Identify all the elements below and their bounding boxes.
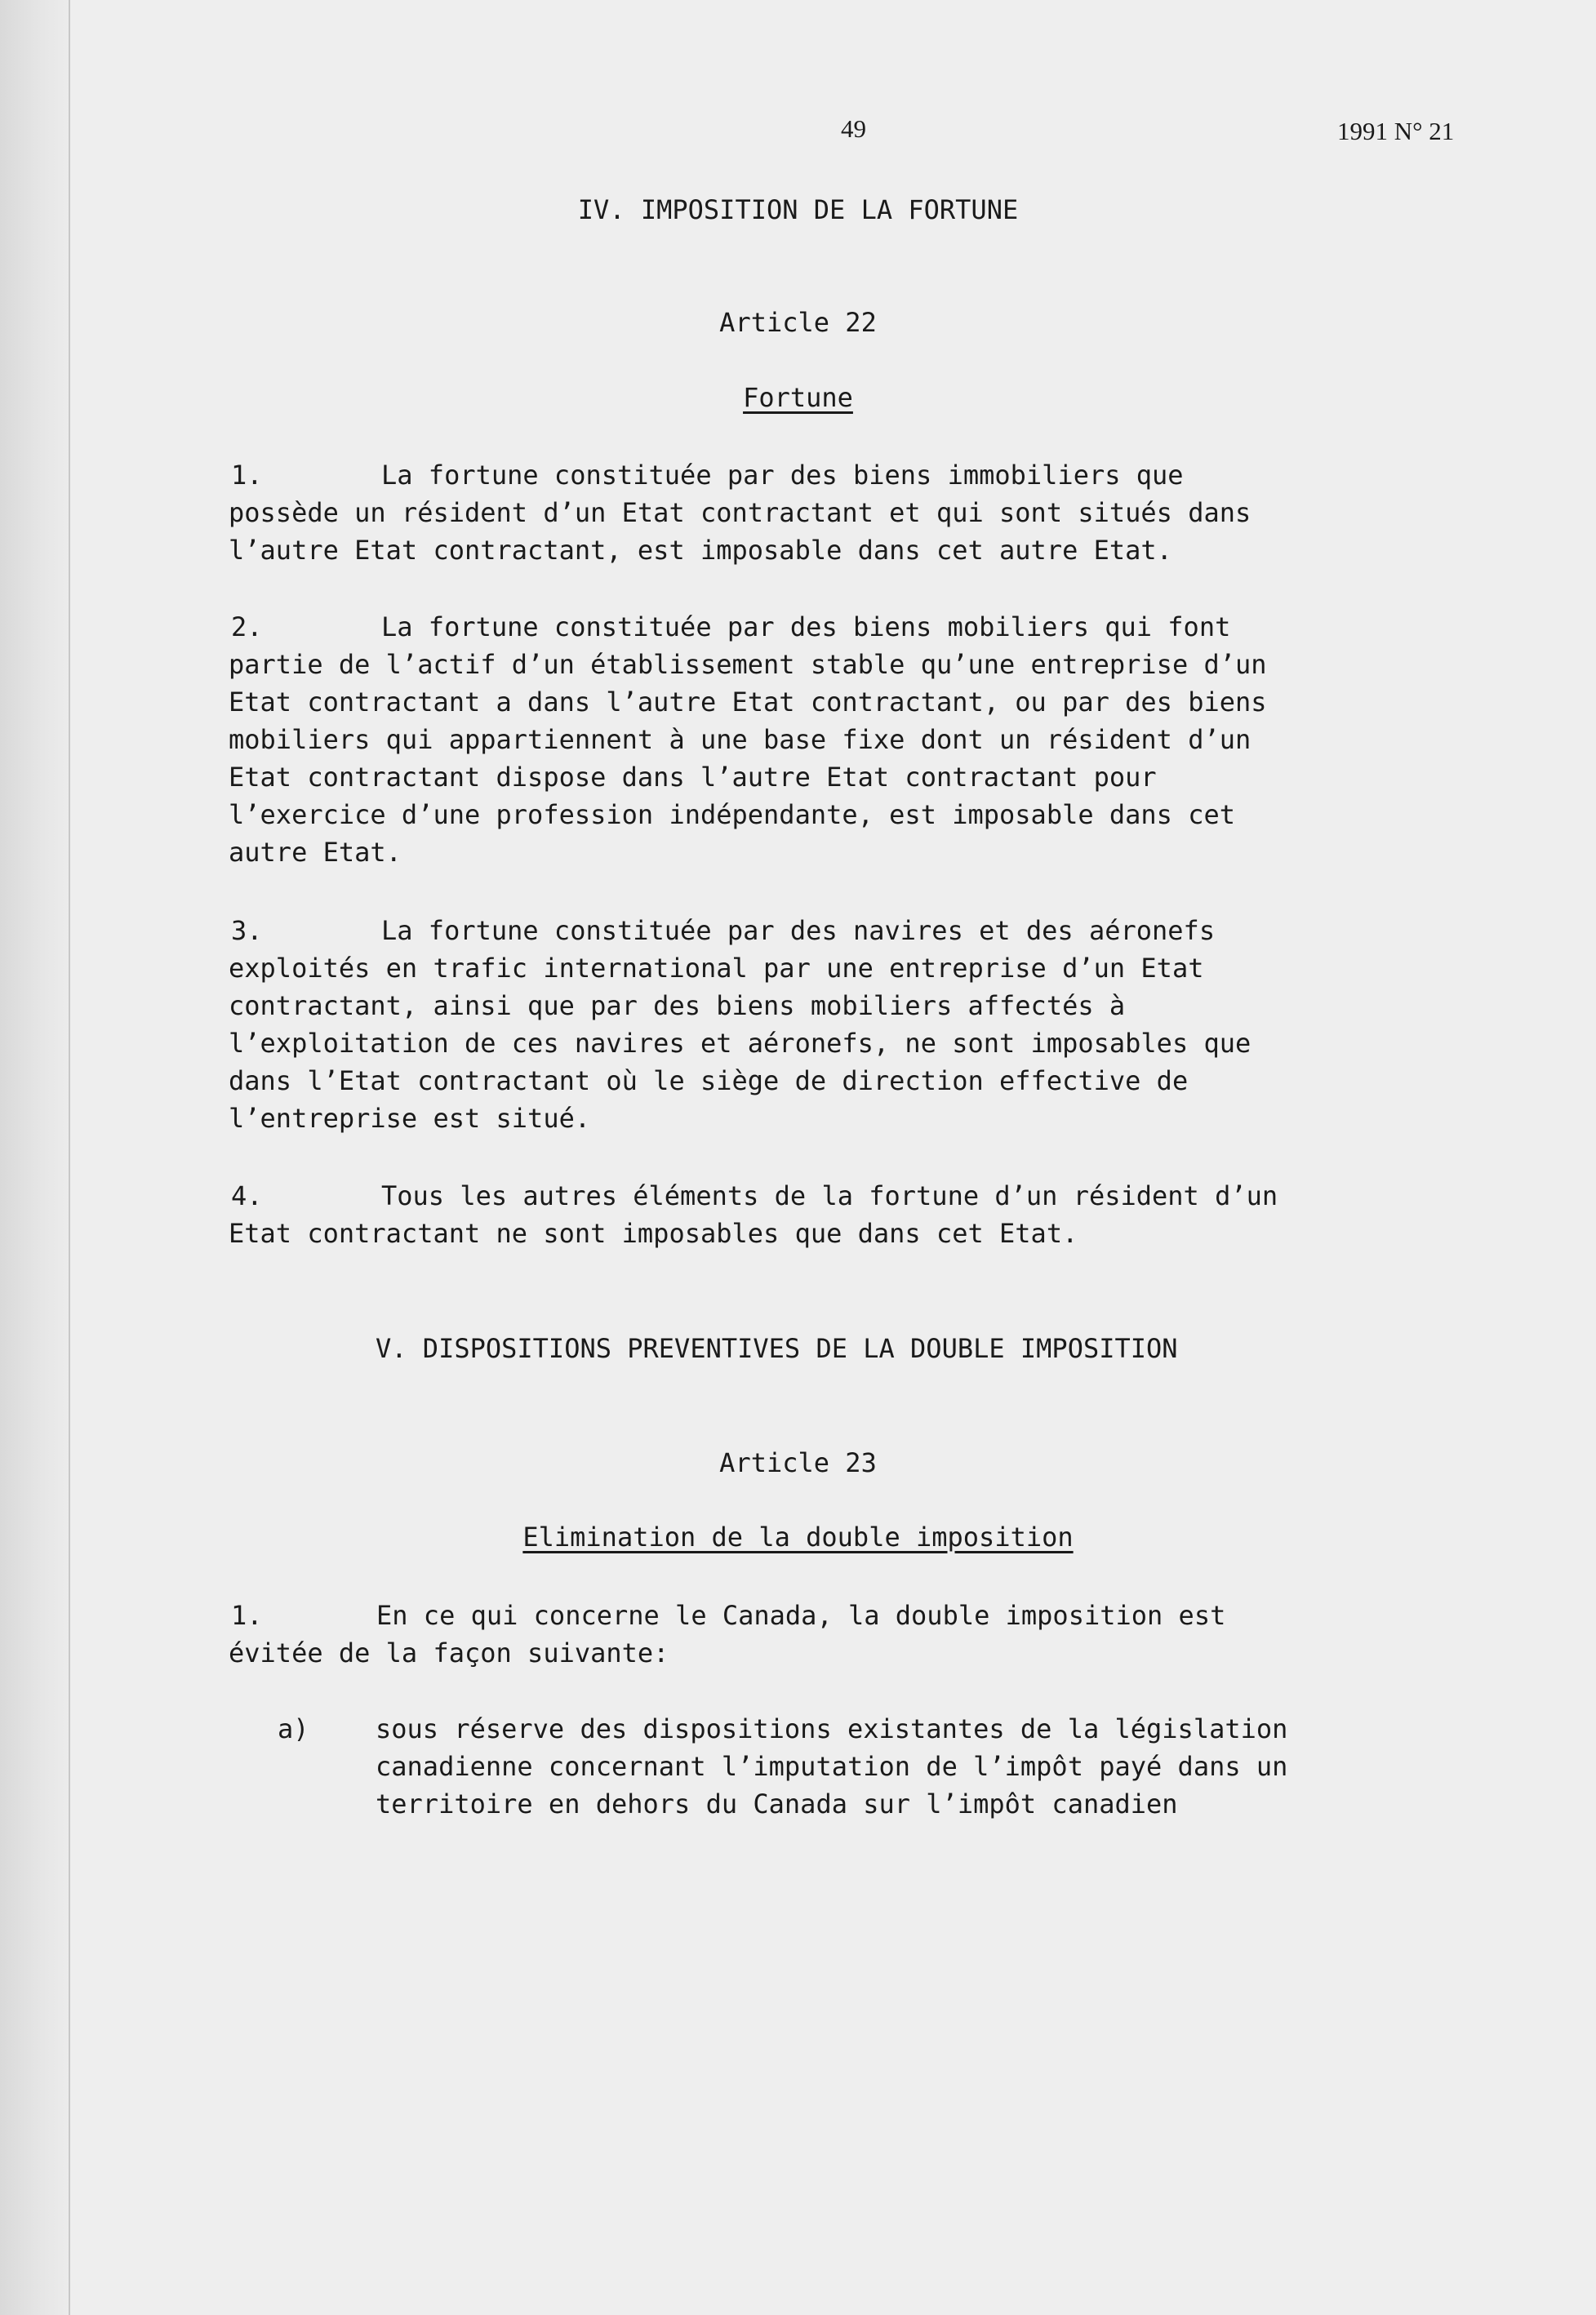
paragraph-2-line: autre Etat.: [229, 837, 402, 868]
item-a-line: sous réserve des dispositions existantes de la législation: [376, 1713, 1288, 1744]
page-binding-edge: [0, 0, 70, 2315]
section-iv-title: IV. IMPOSITION DE LA FORTUNE: [577, 194, 1019, 225]
article-23-paragraph-1-number: 1.: [231, 1600, 263, 1631]
paragraph-2-line: l’exercice d’une profession indépendante, est imposable dans cet: [229, 799, 1235, 830]
paragraph-1-number: 1.: [231, 460, 263, 491]
section-v-title: V. DISPOSITIONS PREVENTIVES DE LA DOUBLE IMPOSITION: [376, 1333, 1178, 1364]
paragraph-3-line: l’entreprise est situé.: [229, 1103, 591, 1134]
item-a-line: territoire en dehors du Canada sur l’impôt canadien: [376, 1788, 1178, 1820]
article-22-subtitle-wrap: [0, 382, 1596, 413]
article-23-paragraph-1-first-line: En ce qui concerne le Canada, la double imposition est: [376, 1600, 1226, 1631]
article-22-heading: Article 22: [719, 307, 877, 338]
paragraph-3-first-line: La fortune constituée par des navires et des aéronefs: [381, 915, 1216, 946]
paragraph-2-line: mobiliers qui appartiennent à une base fixe dont un résident d’un: [229, 724, 1251, 755]
article-23-subtitle-wrap: [0, 1522, 1596, 1553]
page-number: 49: [841, 114, 866, 143]
item-a-line: canadienne concernant l’imputation de l’impôt payé dans un: [376, 1751, 1288, 1782]
paragraph-3-number: 3.: [231, 915, 263, 946]
paragraph-3-line: dans l’Etat contractant où le siège de direction effective de: [229, 1065, 1189, 1096]
item-a-label: a): [278, 1713, 309, 1744]
article-23-subtitle: Elimination de la double imposition: [522, 1522, 1074, 1553]
article-23-heading: Article 23: [719, 1447, 877, 1478]
paragraph-2-line: partie de l’actif d’un établissement stable qu’une entreprise d’un: [229, 649, 1267, 680]
paragraph-2-line: Etat contractant a dans l’autre Etat contractant, ou par des biens: [229, 687, 1267, 718]
article-22-subtitle: Fortune: [743, 382, 853, 413]
paragraph-3-line: l’exploitation de ces navires et aéronefs, ne sont imposables que: [229, 1028, 1251, 1059]
paragraph-1-line: possède un résident d’un Etat contractant et qui sont situés dans: [229, 497, 1251, 528]
paragraph-3-line: contractant, ainsi que par des biens mobiliers affectés à: [229, 990, 1126, 1021]
paragraph-1-first-line: La fortune constituée par des biens immobiliers que: [381, 460, 1184, 491]
paragraph-4-line: Etat contractant ne sont imposables que dans cet Etat.: [229, 1218, 1078, 1249]
paragraph-4-first-line: Tous les autres éléments de la fortune d’un résident d’un: [381, 1180, 1278, 1211]
article-23-paragraph-1-line: évitée de la façon suivante:: [229, 1637, 669, 1668]
paragraph-2-number: 2.: [231, 611, 263, 642]
paragraph-2-first-line: La fortune constituée par des biens mobiliers qui font: [381, 611, 1231, 642]
paragraph-1-line: l’autre Etat contractant, est imposable dans cet autre Etat.: [229, 535, 1172, 566]
gazette-reference: 1991 N° 21: [1337, 117, 1455, 145]
paragraph-2-line: Etat contractant dispose dans l’autre Etat contractant pour: [229, 762, 1157, 793]
paragraph-4-number: 4.: [231, 1180, 263, 1211]
paragraph-3-line: exploités en trafic international par une entreprise d’un Etat: [229, 953, 1204, 984]
